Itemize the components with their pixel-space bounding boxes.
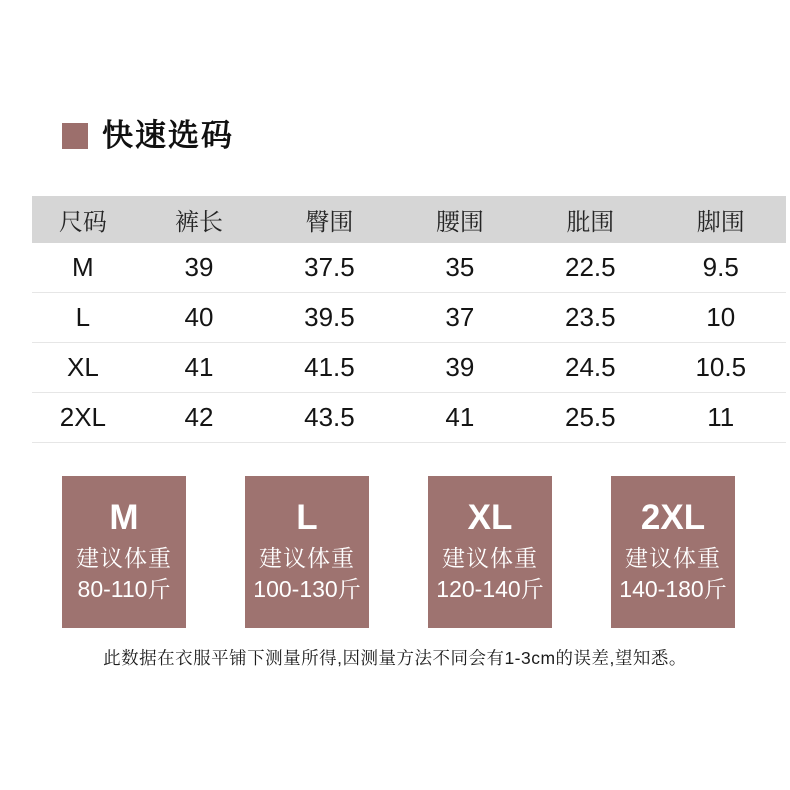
cell-value: 10 <box>706 302 736 332</box>
cell-value: 11 <box>707 402 735 432</box>
cell-value: 24.5 <box>565 352 616 382</box>
cell-value: 35 <box>445 252 475 282</box>
cell-value: 42 <box>184 402 214 432</box>
cell-value: 39.5 <box>304 302 355 332</box>
cell-value: 10.5 <box>695 352 747 382</box>
size-table-header-row <box>32 196 786 243</box>
cell-value: 41.5 <box>304 352 355 382</box>
card-weight-range: 140-180斤 <box>619 576 727 603</box>
card-label: 建议体重 <box>442 545 538 572</box>
card-size: 2XL <box>640 497 706 537</box>
weight-card-l <box>245 476 369 628</box>
column-header-pants-length: 裤长 <box>175 209 223 236</box>
cell-value: 25.5 <box>565 402 616 432</box>
cell-value: 37.5 <box>304 252 355 282</box>
column-header-waist: 腰围 <box>435 209 484 236</box>
cell-size: L <box>75 302 91 332</box>
cell-value: 22.5 <box>565 252 616 282</box>
column-header-hip: 臀围 <box>305 209 354 236</box>
weight-recommendation-cards <box>62 476 735 628</box>
weight-card-m <box>62 476 186 628</box>
cell-value: 40 <box>184 302 214 332</box>
cell-value: 41 <box>184 352 214 382</box>
cell-value: 9.5 <box>702 252 739 282</box>
cell-value: 23.5 <box>565 302 616 332</box>
measurement-disclaimer: 此数据在衣服平铺下测量所得,因测量方法不同会有1-3cm的误差,望知悉。 <box>103 648 687 668</box>
cell-value: 43.5 <box>304 402 355 432</box>
cell-value: 37 <box>445 302 475 332</box>
card-size: XL <box>467 497 513 537</box>
section-title: 快速选码 <box>102 118 234 153</box>
cell-size: 2XL <box>59 402 107 432</box>
weight-card-xl <box>428 476 552 628</box>
cell-value: 39 <box>445 352 475 382</box>
card-weight-range: 80-110斤 <box>77 576 171 603</box>
column-header-leg-opening: 脚围 <box>696 209 745 236</box>
card-label: 建议体重 <box>76 545 172 572</box>
cell-value: 41 <box>445 402 475 432</box>
card-weight-range: 100-130斤 <box>253 576 361 603</box>
card-size: M <box>109 497 139 537</box>
card-weight-range: 120-140斤 <box>436 576 544 603</box>
table-row-l <box>32 293 786 343</box>
card-label: 建议体重 <box>625 545 721 572</box>
cell-value: 39 <box>184 252 214 282</box>
cell-size: M <box>72 252 94 282</box>
weight-card-2xl <box>611 476 735 628</box>
table-row-m <box>32 243 786 293</box>
accent-square-icon <box>62 123 88 149</box>
table-row-2xl <box>32 393 786 443</box>
column-header-belly: 肶围 <box>566 209 615 236</box>
card-size: L <box>296 497 318 537</box>
size-table <box>32 196 786 443</box>
section-header <box>62 120 234 151</box>
card-label: 建议体重 <box>259 545 355 572</box>
column-header-size: 尺码 <box>58 209 107 236</box>
cell-size: XL <box>66 352 99 382</box>
table-row-xl <box>32 343 786 393</box>
